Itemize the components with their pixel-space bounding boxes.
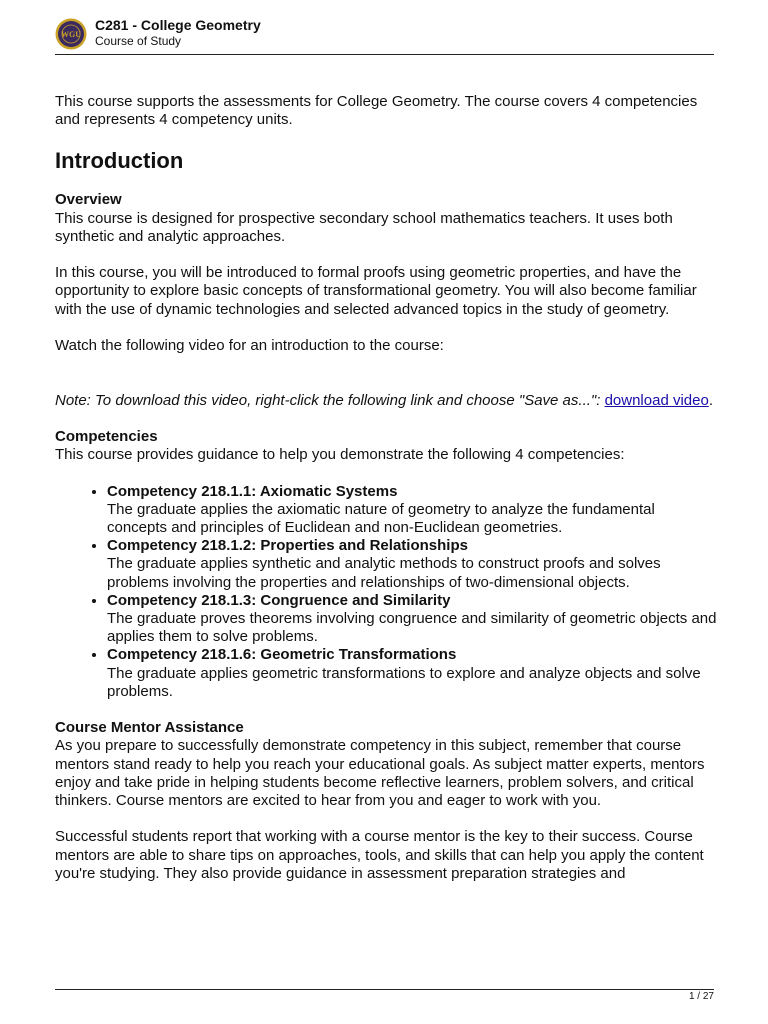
list-item bbox=[107, 646, 717, 701]
overview-section bbox=[55, 191, 717, 409]
page-header bbox=[55, 16, 714, 55]
download-note bbox=[55, 392, 717, 410]
logo-text: WGU bbox=[61, 30, 81, 39]
competency-description: The graduate applies synthetic and analytic methods to construct proofs and solves problems involving the properties and relationships of two-dimensional objects. bbox=[107, 555, 661, 591]
competencies-section bbox=[55, 428, 717, 701]
competency-list bbox=[55, 483, 717, 701]
overview-paragraph-1: This course is designed for prospective secondary school mathematics teachers. It uses both synthetic and analytic approaches. bbox=[55, 209, 673, 245]
section-heading: Introduction bbox=[55, 148, 184, 174]
course-title: C281 - College Geometry bbox=[95, 17, 261, 33]
document-body bbox=[55, 93, 717, 901]
competency-description: The graduate proves theorems involving congruence and similarity of geometric objects and applies them to solve problems. bbox=[107, 609, 717, 646]
note-period: . bbox=[708, 391, 713, 409]
mentor-paragraph-2: Successful students report that working with a course mentor is the key to their success. Course mentors are able to share tips on approaches, tools, and skills that can help you apply the content you're studying. They also provide guidance in assessment preparation strategies and bbox=[55, 828, 704, 882]
overview-title: Overview bbox=[55, 191, 122, 209]
overview-paragraph-2: In this course, you will be introduced to formal proofs using geometric properties, and have the opportunity to explore basic concepts of transformational geometry. You will also become familiar with the use of dynamic technologies and selected advanced topics in the study of geometry. bbox=[55, 264, 697, 318]
course-subtitle: Course of Study bbox=[95, 34, 182, 48]
mentor-title: Course Mentor Assistance bbox=[55, 719, 244, 737]
page-footer bbox=[55, 989, 714, 1002]
overview-paragraph-3: Watch the following video for an introduction to the course: bbox=[55, 337, 444, 354]
competency-title: • Competency 218.1.3: Congruence and Similarity bbox=[107, 591, 451, 609]
competency-title: • Competency 218.1.1: Axiomatic Systems bbox=[107, 482, 398, 500]
competency-title: • Competency 218.1.6: Geometric Transformations bbox=[107, 646, 457, 664]
competency-description: The graduate applies the axiomatic nature of geometry to analyze the fundamental concepts and principles of Euclidean and non-Euclidean geometries. bbox=[107, 500, 655, 536]
list-item bbox=[107, 592, 717, 647]
mentor-paragraph-1: As you prepare to successfully demonstrate competency in this subject, remember that course mentors stand ready to help you reach your educational goals. As subject matter experts, mentors enjoy and take pride in helping students become reflective learners, problem solvers, and critical thinkers. Course mentors are excited to hear from you and eager to work with you. bbox=[55, 737, 705, 809]
competency-description: The graduate applies geometric transformations to explore and analyze objects and solve problems. bbox=[107, 664, 701, 700]
intro-paragraph: This course supports the assessments for College Geometry. The course covers 4 competencies and represents 4 competency units. bbox=[55, 93, 698, 129]
competencies-title: Competencies bbox=[55, 427, 158, 445]
page-number: 1 / 27 bbox=[688, 991, 714, 1002]
list-item bbox=[107, 483, 717, 538]
competency-title: • Competency 218.1.2: Properties and Relationships bbox=[107, 537, 468, 555]
mentor-section bbox=[55, 719, 717, 883]
note-text: Note: To download this video, right-click the following link and choose "Save as...": bbox=[55, 391, 601, 409]
list-item bbox=[107, 537, 717, 592]
competencies-intro: This course provides guidance to help you demonstrate the following 4 competencies: bbox=[55, 446, 625, 464]
university-seal-logo bbox=[55, 18, 87, 50]
download-video-link[interactable]: download video bbox=[604, 391, 709, 409]
